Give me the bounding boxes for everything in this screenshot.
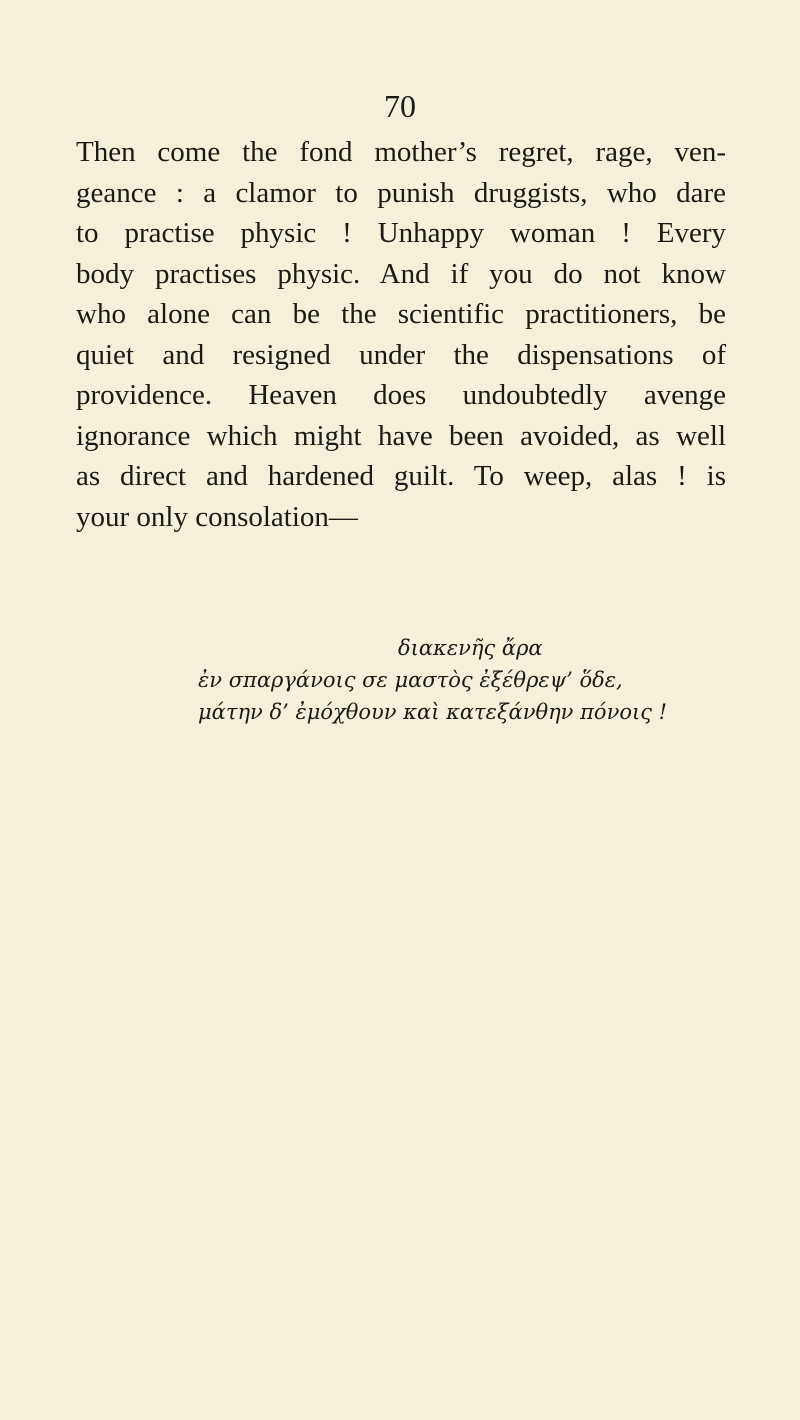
- greek-quotation-line: διακενῆς ἄρα: [398, 636, 543, 660]
- paragraph-line: as direct and hardened guilt. To weep, alas ! is: [76, 460, 726, 492]
- paragraph-line: to practise physic ! Unhappy woman ! Every: [76, 217, 726, 249]
- page-number: 70: [384, 88, 416, 124]
- greek-quotation-line: μάτην δ’ ἐμόχθουν καὶ κατεξάνθην πόνοις !: [198, 700, 668, 724]
- greek-quotation-line: ἐν σπαργάνοις σε μαστὸς ἐξέθρεψ’ ὅδε,: [198, 668, 623, 692]
- paragraph-line: ignorance which might have been avoided, as well: [76, 419, 726, 452]
- body-paragraph: [76, 132, 726, 537]
- paragraph-line: quiet and resigned under the dispensations of: [76, 338, 726, 371]
- paragraph-line: geance : a clamor to punish druggists, who dare: [76, 176, 726, 209]
- paragraph-line: body practises physic. And if you do not know: [76, 257, 726, 290]
- paragraph-line: Then come the fond mother’s regret, rage, ven-: [76, 136, 726, 168]
- paragraph-line-last: your only consolation—: [76, 500, 358, 533]
- paragraph-line: who alone can be the scientific practitioners, be: [76, 298, 726, 330]
- paragraph-line: providence. Heaven does undoubtedly avenge: [76, 379, 726, 411]
- greek-quotation: [0, 632, 800, 728]
